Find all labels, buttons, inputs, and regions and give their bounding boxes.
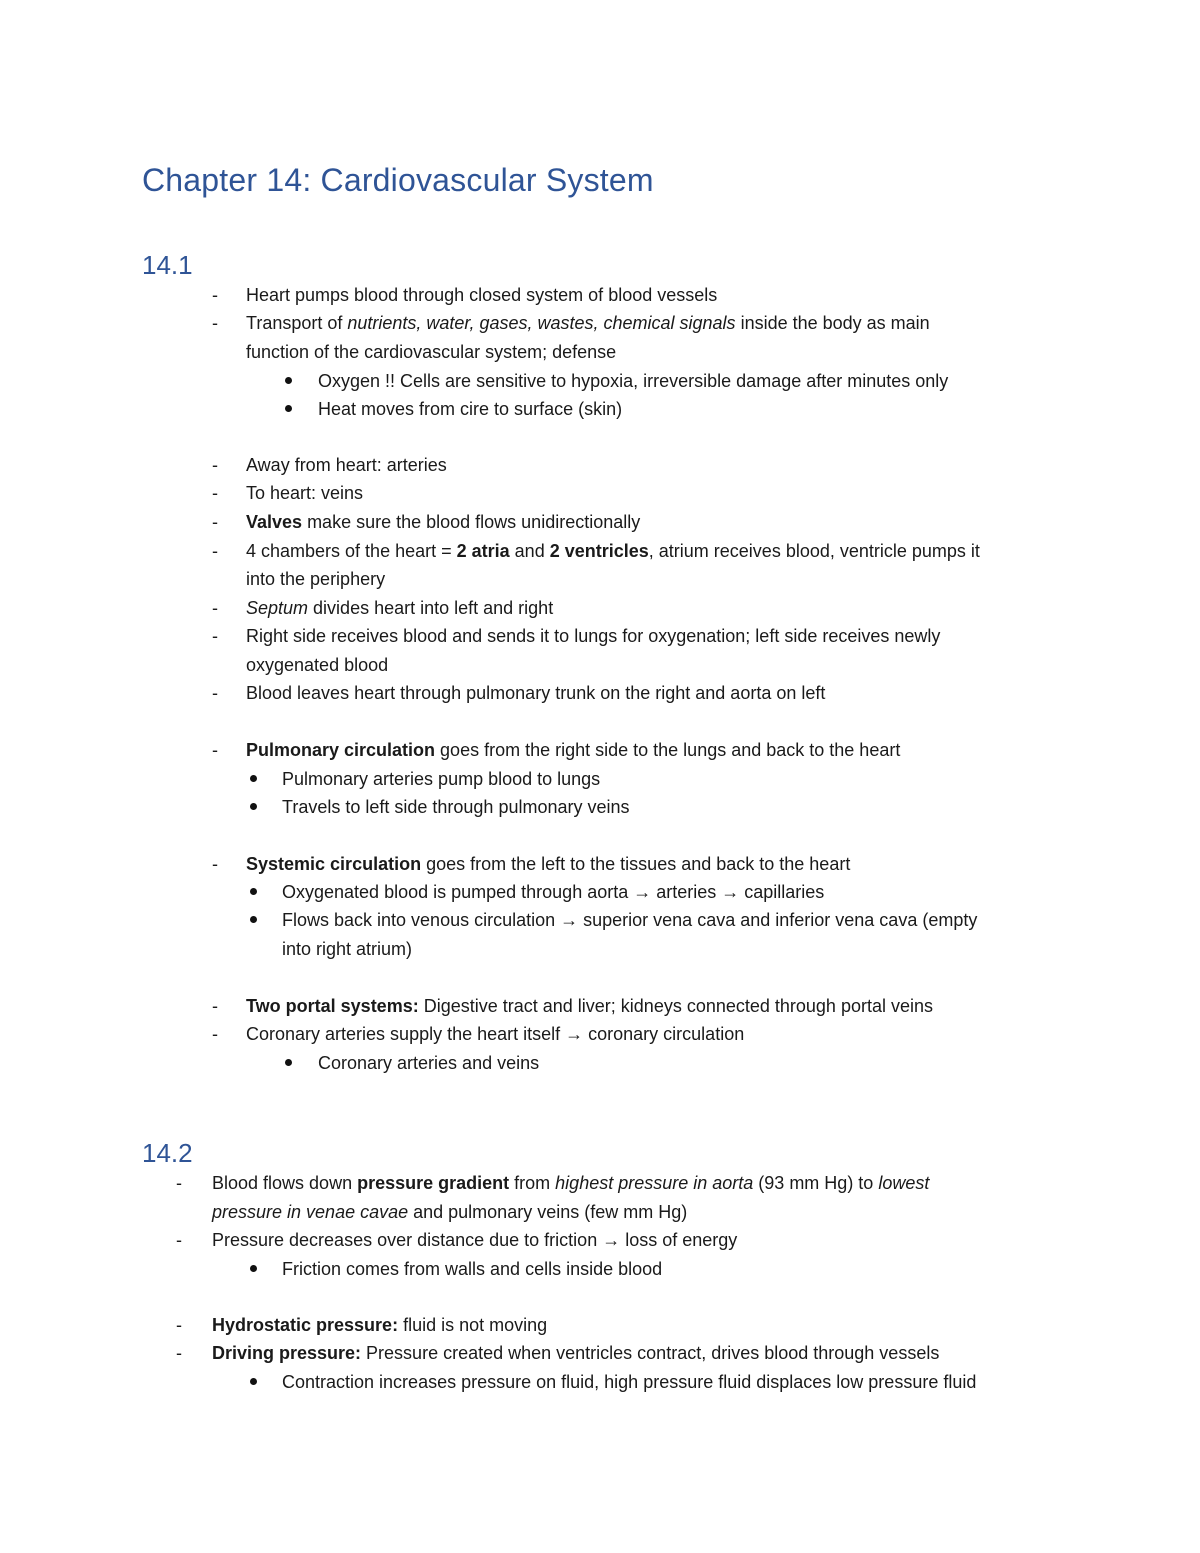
list-item-continuation: function of the cardiovascular system; defense: [246, 342, 617, 362]
dash-marker: -: [212, 626, 218, 646]
sub-list-item: Oxygenated blood is pumped through aorta → arteries → capillaries: [282, 882, 825, 902]
dash-marker: -: [176, 1343, 182, 1363]
dash-marker: -: [212, 541, 218, 561]
section-heading-14-1: 14.1: [142, 250, 193, 280]
bullet-icon: [250, 775, 257, 782]
list-item: Pulmonary circulation goes from the right side to the lungs and back to the heart: [246, 740, 901, 760]
sub-list-item: Oxygen !! Cells are sensitive to hypoxia, irreversible damage after minutes only: [318, 371, 949, 391]
sub-list-item: Flows back into venous circulation → superior vena cava and inferior vena cava (empty: [282, 910, 978, 930]
section-heading-14-2: 14.2: [142, 1138, 193, 1168]
list-item-continuation: pressure in venae cavae and pulmonary veins (few mm Hg): [212, 1202, 688, 1222]
bullet-icon: [250, 1265, 257, 1272]
list-item: Hydrostatic pressure: fluid is not moving: [212, 1315, 548, 1335]
list-item: Pressure decreases over distance due to friction → loss of energy: [212, 1230, 738, 1250]
list-item: Transport of nutrients, water, gases, wastes, chemical signals inside the body as main: [246, 313, 930, 333]
list-item: Valves make sure the blood flows unidirectionally: [246, 512, 641, 532]
sub-list-item: Coronary arteries and veins: [318, 1053, 540, 1073]
bullet-icon: [250, 1378, 257, 1385]
dash-marker: -: [212, 740, 218, 760]
dash-marker: -: [212, 483, 218, 503]
bullet-icon: [250, 888, 257, 895]
list-item: Away from heart: arteries: [246, 455, 447, 475]
list-item: Systemic circulation goes from the left to the tissues and back to the heart: [246, 854, 851, 874]
sub-list-item: Travels to left side through pulmonary veins: [282, 797, 630, 817]
list-item: Blood flows down pressure gradient from highest pressure in aorta (93 mm Hg) to lowest: [212, 1173, 930, 1193]
sub-list-item: Pulmonary arteries pump blood to lungs: [282, 769, 601, 789]
bullet-icon: [250, 916, 257, 923]
dash-marker: -: [212, 683, 218, 703]
bullet-icon: [285, 377, 292, 384]
sub-list-item: Friction comes from walls and cells inside blood: [282, 1259, 663, 1279]
list-item: Heart pumps blood through closed system of blood vessels: [246, 285, 718, 305]
bullet-icon: [250, 803, 257, 810]
dash-marker: -: [176, 1315, 182, 1335]
dash-marker: -: [212, 313, 218, 333]
dash-marker: -: [176, 1173, 182, 1193]
dash-marker: -: [212, 455, 218, 475]
chapter-title: Chapter 14: Cardiovascular System: [142, 162, 654, 198]
list-item: Driving pressure: Pressure created when ventricles contract, drives blood through vessels: [212, 1343, 940, 1363]
list-item: Right side receives blood and sends it to lungs for oxygenation; left side receives newly: [246, 626, 941, 646]
dash-marker: -: [212, 285, 218, 305]
bullet-icon: [285, 1059, 292, 1066]
sub-list-item-continuation: into right atrium): [282, 939, 413, 959]
dash-marker: -: [212, 512, 218, 532]
list-item-continuation: oxygenated blood: [246, 655, 389, 675]
list-item: Blood leaves heart through pulmonary trunk on the right and aorta on left: [246, 683, 826, 703]
list-item: Septum divides heart into left and right: [246, 598, 554, 618]
list-item-continuation: into the periphery: [246, 569, 386, 589]
dash-marker: -: [212, 1024, 218, 1044]
list-item: Coronary arteries supply the heart itself → coronary circulation: [246, 1024, 745, 1044]
list-item: Two portal systems: Digestive tract and liver; kidneys connected through portal veins: [246, 996, 933, 1016]
bullet-icon: [285, 405, 292, 412]
sub-list-item: Contraction increases pressure on fluid, high pressure fluid displaces low pressure fluid: [282, 1372, 977, 1392]
dash-marker: -: [176, 1230, 182, 1250]
sub-list-item: Heat moves from cire to surface (skin): [318, 399, 623, 419]
dash-marker: -: [212, 996, 218, 1016]
list-item: 4 chambers of the heart = 2 atria and 2 ventricles, atrium receives blood, ventricle pumps it: [246, 541, 980, 561]
list-item: To heart: veins: [246, 483, 364, 503]
dash-marker: -: [212, 598, 218, 618]
dash-marker: -: [212, 854, 218, 874]
